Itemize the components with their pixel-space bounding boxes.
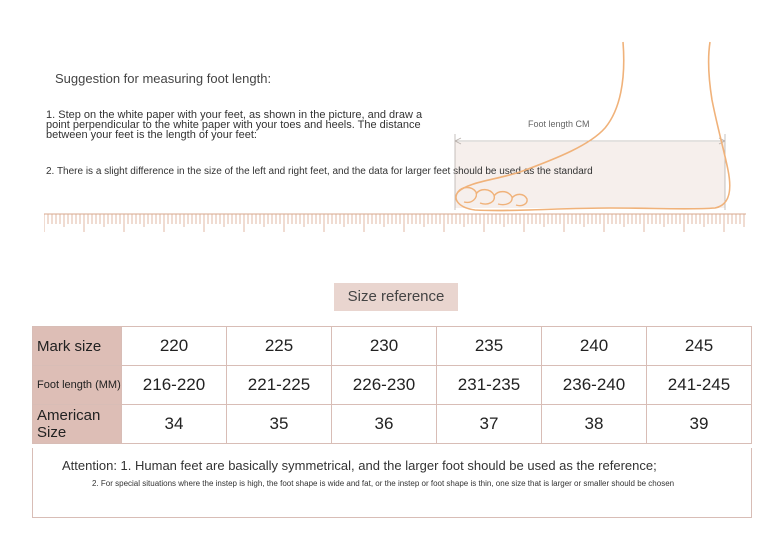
toe-1: [458, 188, 476, 203]
measure-step-1: 1. Step on the white paper with your feet, as shown in the picture, and draw a point perpendicular to the white paper with your toes and heels. The distance between your feet is the length of your feet:: [46, 109, 423, 141]
row-header: Mark size: [33, 327, 122, 366]
foot-outline-illustration: [440, 40, 760, 220]
table-cell: 38: [542, 405, 647, 444]
table-cell: 231-235: [437, 366, 542, 405]
attention-note-2: 2. For special situations where the instep is high, the foot shape is wide and fat, or the instep or foot shape is thin, one size that is larger or smaller should be chosen: [92, 479, 675, 488]
measuring-ruler: [44, 208, 746, 232]
size-reference-title: Size reference: [334, 283, 458, 311]
table-cell: 236-240: [542, 366, 647, 405]
toe-4: [512, 194, 527, 205]
row-header: American Size: [33, 405, 122, 444]
table-cell: 226-230: [332, 366, 437, 405]
table-cell: 225: [227, 327, 332, 366]
foot-length-label: Foot length CM: [528, 119, 590, 129]
table-cell: 221-225: [227, 366, 332, 405]
measure-step-2: 2. There is a slight difference in the size of the left and right feet, and the data for larger feet should be used as the standard: [46, 166, 593, 177]
table-row: [33, 327, 752, 366]
table-cell: 37: [437, 405, 542, 444]
table-cell: 36: [332, 405, 437, 444]
table-cell: 245: [647, 327, 752, 366]
attention-note: Attention: 1. Human feet are basically symmetrical, and the larger foot should be used as the reference;: [62, 458, 657, 473]
table-cell: 216-220: [122, 366, 227, 405]
foot-outline: [456, 42, 730, 211]
table-cell: 240: [542, 327, 647, 366]
size-table: [32, 326, 752, 444]
table-row: [33, 366, 752, 405]
toe-3: [494, 192, 512, 205]
table-cell: 235: [437, 327, 542, 366]
table-cell: 35: [227, 405, 332, 444]
table-cell: 220: [122, 327, 227, 366]
measure-guide-title: Suggestion for measuring foot length:: [55, 71, 272, 86]
toe-2: [476, 190, 494, 204]
table-cell: 34: [122, 405, 227, 444]
row-header: Foot length (MM): [33, 366, 122, 405]
table-cell: 39: [647, 405, 752, 444]
table-row: [33, 405, 752, 444]
table-cell: 241-245: [647, 366, 752, 405]
table-cell: 230: [332, 327, 437, 366]
